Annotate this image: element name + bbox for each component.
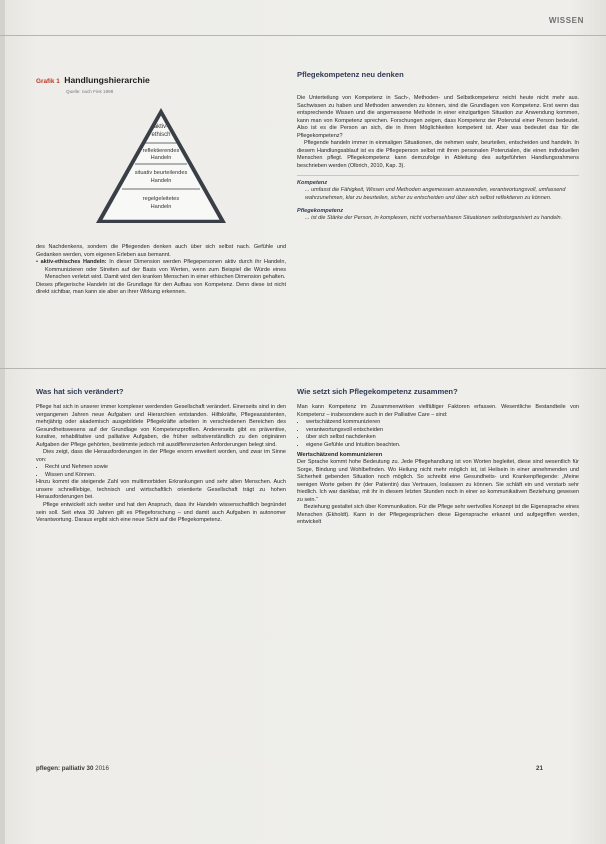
right-top-paragraph-2: Pflegende handeln immer in einmaligen Situationen, die nehmen wahr, beurteilen, entscheiden und handeln. In diesem Handlungsablauf ist es die Pflegeperson selbst mit ihren personalen Potenzialen, die einen individuellen Menschen pflegt. Pflegekompetenz kann demzufolge in Ableitung des aufgeführten Handlungsrahmens beschrieben werden (Olbrich, 2010, Kap. 3).: [297, 140, 579, 169]
left-bottom-paragraph-4: Pflege entwickelt sich weiter und hat den Anspruch, dass ihr Handeln wissenschaftlich begründet sein soll. Seit etwa 30 Jahren gilt es Pflegeforschung – und damit auch Aufgaben in autonomer Verantwortung. Daraus ergibt sich eine neue Sicht auf die Pflegekompetenz.: [36, 502, 286, 524]
bullet-bold: aktiv-ethisches Handeln:: [40, 259, 107, 266]
definition-1-title: Kompetenz: [297, 180, 328, 187]
level-3-line-2: Handeln: [150, 178, 172, 184]
list-item: • Wissen und Können.: [45, 472, 286, 480]
bullet-text: In dieser Dimension werden Pflegepersonen aktiv durch ihr Handeln, Kommunizieren oder Streiten auf der Basis von Werten, wenn zum Beispiel die Würde eines Menschen verletzt wird. Damit wird den kranken Menschen in einer ethischen Dimension gehalten.: [45, 259, 286, 281]
definition-2-title: Pflegekompetenz: [297, 207, 344, 214]
level-4-line-2: Handeln: [150, 204, 172, 210]
right-bottom-paragraph-2: Der Sprache kommt hohe Bedeutung zu. Jede Pflegehandlung ist von Worten begleitet, diese sind wesentlich für Sorge, Bindung und Wohlbefinden. Wo Heilung nicht mehr möglich ist, ist Heilsein in einer annehmenden und Sicherheit gebenden Situation noch möglich. So schreibt eine Gesundheits- und Krankenpflegende: „Meine wenigen Worte geben ihr (der Patientin) das Vertrauen, loslassen zu können. Sie schläft ein und verstarb sehr friedlich. Ich war dankbar, mit ihr in diesem letzten Stunden noch in einer so kommunikativen Beziehung gewesen zu sein.“: [297, 459, 579, 503]
mid-rule: [0, 368, 606, 369]
right-bottom-list: [297, 419, 579, 449]
right-bottom-paragraph-1: Man kann Kompetenz im Zusammenwirken vielfältiger Faktoren erfassen. Wesentliche Bestandteile von Kompetenz – insbesondere auch in der Palliative Care – sind:: [297, 404, 579, 418]
right-bottom-paragraph-3: Beziehung gestaltet sich über Kommunikation. Für die Pflege sehr wertvolles Konzept ist die Eigensprache eines Menschen (Ekholdt). Kann in der Pflegegesprächen diese Eigensprache erkannt und aufgegriffen werden, entwickelt: [297, 504, 579, 526]
level-2-line-1: reflektierendes: [142, 148, 180, 154]
left-top-bullet: • aktiv-ethisches Handeln: In dieser Dimension werden Pflegepersonen aktiv durch ihr Handeln, Kommunizieren oder Streiten auf der Basis von Werten, wenn zum Beispiel die Würde eines Menschen verletzt wird. Damit wird den kranken Menschen in einer ethischen Dimension gehalten.: [36, 259, 286, 281]
left-top-paragraph-1: des Nachdenkens, sondern die Pflegenden denken auch über sich selbst nach. Gefühle und Gedanken werden, vom eigenen Erleben aus bemannt.: [36, 244, 286, 258]
list-item: • eigene Gefühle und Intuition beachten.: [306, 442, 579, 450]
definition-2-text: ... ist die Stärke der Person, in komplexen, nicht vorhersehbaren Situationen selbstorganisiert zu handeln.: [305, 214, 563, 221]
left-bottom-paragraph-2: Dies zeigt, dass die Herausforderungen in der Pflege enorm erweitert worden, und zwar im Sinne von:: [36, 449, 286, 463]
page-number: 21: [536, 765, 543, 772]
figure-label: Grafik 1: [36, 78, 60, 85]
left-bottom-paragraph-3: Hinzu kommt die steigende Zahl von multimorbiden Erkrankungen und sehr alten Menschen. Auch unsere schnelllebige, technisch und wirtschaftlich orientierte Gesellschaft trägt zu hohen Herausforderungen bei.: [36, 479, 286, 501]
subheading-wertschaetzend-kommunizieren: Wertschätzend kommunizieren: [297, 452, 383, 459]
figure-source: Quelle: nach Fink 1998: [66, 89, 114, 94]
journal-name: pflegen: palliativ 30: [36, 765, 94, 772]
list-item: • verantwortungsvoll entscheiden: [306, 427, 579, 435]
figure-title: Handlungshierarchie: [64, 75, 150, 85]
left-bottom-list: [36, 464, 286, 479]
pyramid-svg: [36, 96, 286, 266]
pyramid-figure: [36, 70, 286, 266]
section-tag: WISSEN: [548, 16, 584, 25]
level-1-line-2: ethisch: [151, 132, 171, 138]
journal-year: 2016: [95, 765, 109, 772]
right-top-paragraph-1: Die Unterteilung von Kompetenz in Sach-, Methoden- und Selbstkompetenz reicht heute nicht mehr aus. Sachwissen zu haben und Methoden anwenden zu können, sind die Grundlagen von Kompetenz. Erst wenn das entsprechende Wissen und die angemessene Methode in einer einzigartigen Situation zur Anwendung kommen, kann man von Kompetenz sprechen. Forschungen zeigen, dass Kompetenz der Potenzial einer Person bedeutet. Also ist es die Person an sich, die in ihren Möglichkeiten kompetent ist. Aber was bedeutet das für die Pflegekompetenz?: [297, 95, 579, 139]
definition-separator: [297, 175, 579, 176]
binding-shadow: [0, 0, 5, 844]
level-1-line-1: aktiv-: [153, 124, 169, 130]
top-rule: [0, 35, 606, 36]
figure-heading: [36, 70, 286, 88]
list-item: • wertschätzend kommunizieren: [306, 419, 579, 427]
list-item: • Recht und Nehmen sowie: [45, 464, 286, 472]
heading-was-hat-sich-veraendert: Was hat sich verändert?: [36, 387, 124, 396]
right-bottom-column: [297, 387, 579, 527]
definition-1-text: ... umfasst die Fähigkeit, Wissen und Methoden angemessen anzuwenden, verantwortungsvoll, umfassend wahrzunehmen, klar zu beurteilen, sicher zu entscheiden und über sich selbst reflektieren zu können.: [305, 187, 566, 202]
right-top-column: [297, 70, 579, 222]
level-3-line-1: situativ beurteilendes: [134, 170, 188, 176]
heading-wie-setzt-sich-pflegekompetenz-zusammen: Wie setzt sich Pflegekompetenz zusammen?: [297, 387, 458, 396]
left-top-paragraph-2: Dieses pflegerische Handeln ist die Grundlage für den Aufbau von Kompetenz. Denn diese ist nicht direkt sichtbar, man kann sie aber an ihrer Wirkung erkennen.: [36, 281, 286, 296]
left-bottom-paragraph-1: Pflege hat sich in unserer immer komplexer werdenden Gesellschaft verändert. Einerseits sind in den vergangenen Jahren neue Aufgaben und Hierarchien entstanden. Hilfskräfte, Pflegeassistenten, mehrjährig oder akademisch ausgebildete Pflegekräfte arbeiten in verschiedenen Bereichen des Gesundheitswesens auf der Grundlage von Kompetenzprofilen. Andererseits gibt es präventive, kurative, rehabilitative und palliative Aufgaben, die früher selbstverständlich zu den originären Aufgaben der Pflege gehörten, bestimmte jedoch mit ausdifferenzierten Anforderungen belegt sind.: [36, 404, 286, 448]
list-item: • über sich selbst nachdenken: [306, 434, 579, 442]
heading-pflegekompetenz-neu-denken: Pflegekompetenz neu denken: [297, 70, 404, 79]
left-top-text: [36, 244, 286, 297]
footer-journal: [36, 765, 109, 772]
level-4-line-1: regelgeleitetes: [142, 196, 180, 202]
level-2-line-2: Handeln: [150, 155, 172, 161]
left-bottom-column: [36, 387, 286, 525]
